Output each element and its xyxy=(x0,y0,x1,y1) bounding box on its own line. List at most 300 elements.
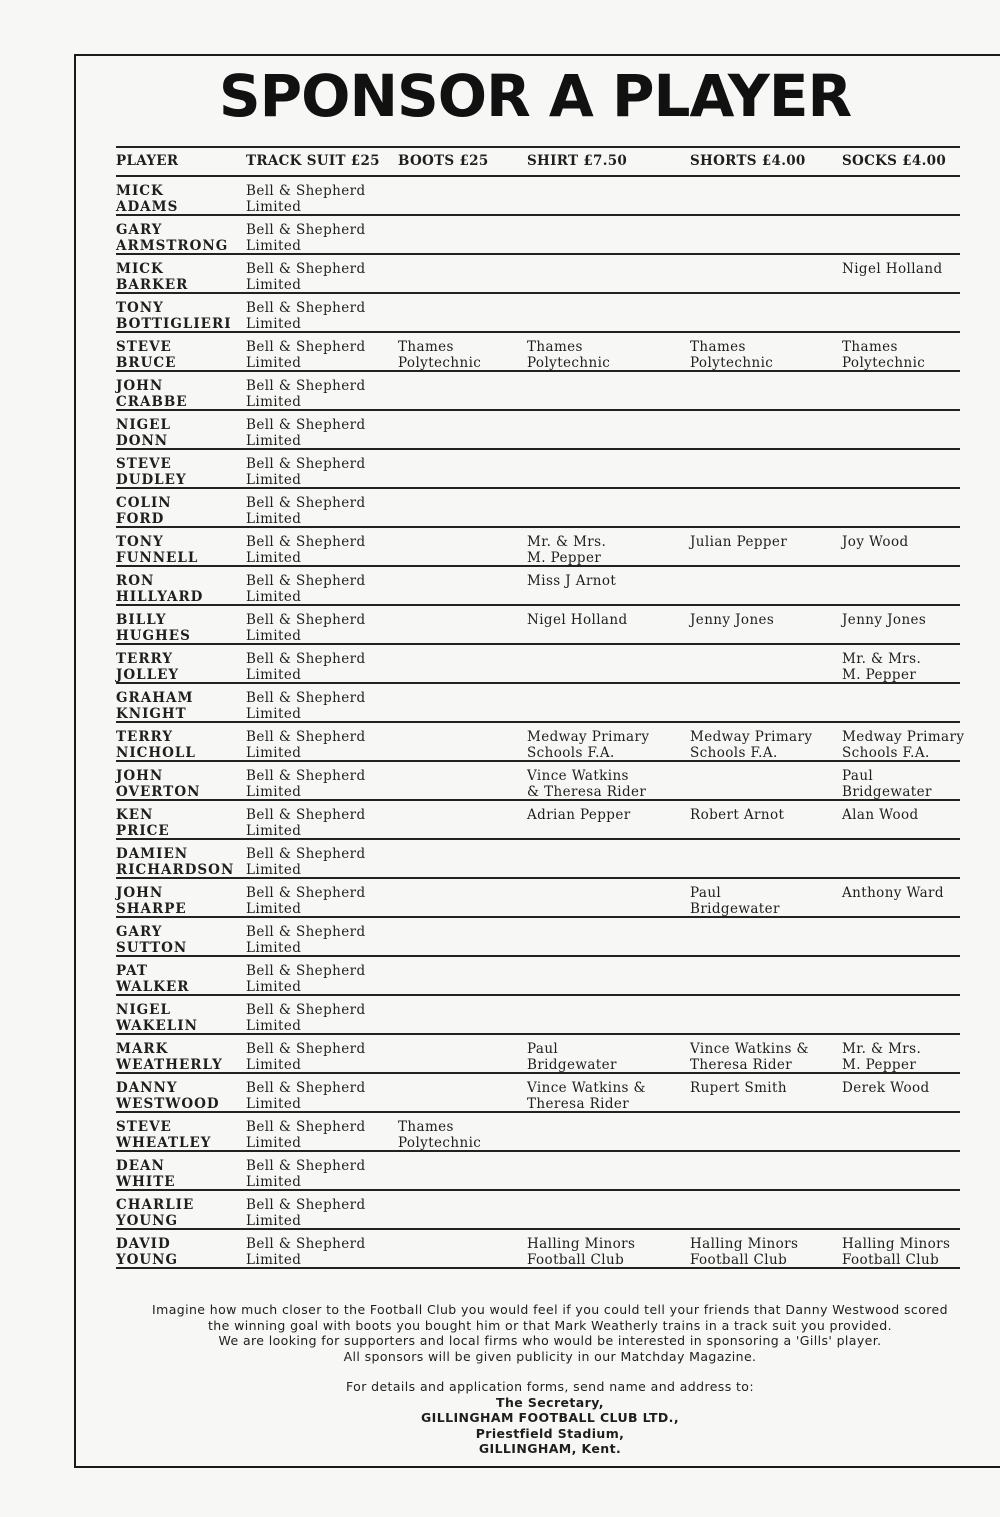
sponsor-table xyxy=(116,146,965,1269)
player-name-line: RICHARDSON xyxy=(116,861,235,878)
player-name-line: DUDLEY xyxy=(116,471,187,488)
track-suit-sponsor-line: Bell & Shepherd xyxy=(246,222,366,238)
header-socks: SOCKS £4.00 xyxy=(842,153,947,169)
shorts-sponsor xyxy=(690,730,812,761)
player-name xyxy=(116,1237,178,1268)
shorts-sponsor-line: Polytechnic xyxy=(690,354,774,371)
player-name xyxy=(116,301,232,332)
socks-sponsor xyxy=(842,340,925,371)
player-name-line: CRABBE xyxy=(116,393,188,410)
player-name-line: BRUCE xyxy=(116,354,177,371)
table-row xyxy=(116,723,965,762)
shirt-sponsor xyxy=(527,808,631,824)
track-suit-sponsor-line: Bell & Shepherd xyxy=(246,729,366,745)
player-name-line: JOHN xyxy=(116,378,164,394)
track-suit-sponsor xyxy=(246,1198,366,1229)
socks-sponsor xyxy=(842,613,926,629)
track-suit-sponsor-line: Limited xyxy=(246,861,302,878)
socks-sponsor xyxy=(842,652,921,683)
shirt-sponsor-line: & Theresa Rider xyxy=(527,783,647,800)
player-name-line: WESTWOOD xyxy=(116,1095,220,1112)
boots-sponsor xyxy=(398,1120,481,1151)
track-suit-sponsor-line: Limited xyxy=(246,900,302,917)
socks-sponsor-line: Anthony Ward xyxy=(842,885,944,901)
shorts-sponsor-line: Theresa Rider xyxy=(690,1056,793,1073)
table-row xyxy=(116,294,960,333)
page-title: SPONSOR A PLAYER xyxy=(218,62,852,130)
track-suit-sponsor-line: Limited xyxy=(246,198,302,215)
table-row xyxy=(116,177,960,216)
socks-sponsor-line: M. Pepper xyxy=(842,666,917,683)
shorts-sponsor-line: Thames xyxy=(690,339,746,355)
player-name xyxy=(116,223,228,254)
track-suit-sponsor-line: Bell & Shepherd xyxy=(246,1197,366,1213)
player-name-line: STEVE xyxy=(116,339,172,355)
player-name xyxy=(116,1003,198,1034)
track-suit-sponsor-line: Bell & Shepherd xyxy=(246,183,366,199)
track-suit-sponsor-line: Bell & Shepherd xyxy=(246,339,366,355)
shorts-sponsor-line: Schools F.A. xyxy=(690,744,778,761)
track-suit-sponsor-line: Bell & Shepherd xyxy=(246,573,366,589)
track-suit-sponsor-line: Limited xyxy=(246,1251,302,1268)
socks-sponsor xyxy=(842,1237,950,1268)
shirt-sponsor-line: Miss J Arnot xyxy=(527,573,617,589)
track-suit-sponsor xyxy=(246,457,366,488)
socks-sponsor-line: Bridgewater xyxy=(842,783,932,800)
table-body xyxy=(116,177,965,1269)
track-suit-sponsor-line: Bell & Shepherd xyxy=(246,417,366,433)
track-suit-sponsor-line: Bell & Shepherd xyxy=(246,963,366,979)
track-suit-sponsor-line: Limited xyxy=(246,237,302,254)
socks-sponsor-line: Thames xyxy=(842,339,898,355)
track-suit-sponsor-line: Bell & Shepherd xyxy=(246,1119,366,1135)
track-suit-sponsor xyxy=(246,262,366,293)
track-suit-sponsor-line: Limited xyxy=(246,939,302,956)
shirt-sponsor-line: Halling Minors xyxy=(527,1236,636,1252)
track-suit-sponsor-line: Limited xyxy=(246,315,302,332)
track-suit-sponsor-line: Limited xyxy=(246,783,302,800)
table-row xyxy=(116,1152,960,1191)
player-name xyxy=(116,1120,211,1151)
track-suit-sponsor xyxy=(246,379,366,410)
player-name xyxy=(116,496,172,527)
shirt-sponsor xyxy=(527,1237,635,1268)
track-suit-sponsor-line: Limited xyxy=(246,1056,302,1073)
player-name xyxy=(116,613,191,644)
track-suit-sponsor xyxy=(246,418,366,449)
track-suit-sponsor xyxy=(246,496,366,527)
table-row xyxy=(116,1074,960,1113)
shorts-sponsor xyxy=(690,1042,809,1073)
player-name-line: SUTTON xyxy=(116,939,188,956)
table-row xyxy=(116,918,960,957)
boots-sponsor-line: Thames xyxy=(398,339,454,355)
player-name-line: TONY xyxy=(116,534,164,550)
player-name xyxy=(116,847,234,878)
player-name xyxy=(116,535,198,566)
shorts-sponsor-line: Paul xyxy=(690,885,722,901)
shorts-sponsor xyxy=(690,886,780,917)
player-name-line: YOUNG xyxy=(116,1251,179,1268)
player-name-line: STEVE xyxy=(116,456,172,472)
player-name-line: BARKER xyxy=(116,276,189,293)
shorts-sponsor-line: Medway Primary xyxy=(690,729,813,745)
player-name-line: WHITE xyxy=(116,1173,176,1190)
track-suit-sponsor-line: Bell & Shepherd xyxy=(246,1002,366,1018)
socks-sponsor-line: Paul xyxy=(842,768,874,784)
track-suit-sponsor-line: Limited xyxy=(246,978,302,995)
footer-text-line: the winning goal with boots you bought him or that Mark Weatherly trains in a track suit you provided. xyxy=(208,1317,892,1333)
shorts-sponsor-line: Vince Watkins & xyxy=(690,1041,809,1057)
track-suit-sponsor-line: Limited xyxy=(246,1017,302,1034)
socks-sponsor xyxy=(842,886,944,902)
track-suit-sponsor xyxy=(246,613,366,644)
socks-sponsor-line: Polytechnic xyxy=(842,354,926,371)
track-suit-sponsor xyxy=(246,1120,366,1151)
socks-sponsor-line: Halling Minors xyxy=(842,1236,951,1252)
address-line: Priestfield Stadium, xyxy=(475,1425,625,1441)
track-suit-sponsor xyxy=(246,1159,366,1190)
player-name xyxy=(116,964,190,995)
player-name-line: ADAMS xyxy=(116,198,179,215)
player-name xyxy=(116,1159,176,1190)
track-suit-sponsor-line: Limited xyxy=(246,1173,302,1190)
boots-sponsor-line: Polytechnic xyxy=(398,1134,482,1151)
shorts-sponsor xyxy=(690,808,784,824)
player-name-line: COLIN xyxy=(116,495,172,511)
table-row xyxy=(116,645,960,684)
track-suit-sponsor-line: Limited xyxy=(246,471,302,488)
table-row xyxy=(116,528,960,567)
player-name-line: NICHOLL xyxy=(116,744,196,761)
track-suit-sponsor-line: Bell & Shepherd xyxy=(246,300,366,316)
shirt-sponsor-line: Nigel Holland xyxy=(527,612,628,628)
boots-sponsor-line: Polytechnic xyxy=(398,354,482,371)
track-suit-sponsor-line: Bell & Shepherd xyxy=(246,885,366,901)
table-row xyxy=(116,1191,960,1230)
player-name-line: OVERTON xyxy=(116,783,201,800)
track-suit-sponsor-line: Bell & Shepherd xyxy=(246,1236,366,1252)
player-name xyxy=(116,886,187,917)
track-suit-sponsor xyxy=(246,847,366,878)
player-name-line: DONN xyxy=(116,432,169,449)
player-name xyxy=(116,262,188,293)
table-row xyxy=(116,333,960,372)
player-name xyxy=(116,1198,194,1229)
track-suit-sponsor-line: Limited xyxy=(246,705,302,722)
header-boots: BOOTS £25 xyxy=(398,153,489,169)
footer-text-line: All sponsors will be given publicity in our Matchday Magazine. xyxy=(343,1348,757,1364)
player-name xyxy=(116,418,171,449)
socks-sponsor-line: Derek Wood xyxy=(842,1080,930,1096)
socks-sponsor xyxy=(842,262,943,278)
socks-sponsor xyxy=(842,808,919,824)
player-name-line: BOTTIGLIERI xyxy=(116,315,232,332)
socks-sponsor xyxy=(842,535,909,551)
socks-sponsor xyxy=(842,769,932,800)
player-name-line: YOUNG xyxy=(116,1212,179,1229)
shirt-sponsor-line: Mr. & Mrs. xyxy=(527,534,607,550)
player-name-line: ARMSTRONG xyxy=(116,237,229,254)
player-name-line: WEATHERLY xyxy=(116,1056,223,1073)
track-suit-sponsor-line: Bell & Shepherd xyxy=(246,1041,366,1057)
player-name xyxy=(116,925,187,956)
shirt-sponsor-line: Theresa Rider xyxy=(527,1095,630,1112)
table-row xyxy=(116,1113,960,1152)
shorts-sponsor-line: Julian Pepper xyxy=(690,534,788,550)
shirt-sponsor-line: Polytechnic xyxy=(527,354,611,371)
track-suit-sponsor-line: Bell & Shepherd xyxy=(246,846,366,862)
player-name xyxy=(116,340,176,371)
track-suit-sponsor xyxy=(246,535,366,566)
player-name-line: GRAHAM xyxy=(116,690,194,706)
player-name-line: FUNNELL xyxy=(116,549,199,566)
track-suit-sponsor xyxy=(246,340,366,371)
player-name xyxy=(116,184,178,215)
socks-sponsor xyxy=(842,1042,921,1073)
address-line: GILLINGHAM, Kent. xyxy=(478,1441,622,1456)
player-name-line: PAT xyxy=(116,963,148,979)
track-suit-sponsor-line: Limited xyxy=(246,588,302,605)
track-suit-sponsor-line: Bell & Shepherd xyxy=(246,495,366,511)
player-name xyxy=(116,574,203,605)
track-suit-sponsor-line: Limited xyxy=(246,432,302,449)
socks-sponsor-line: Joy Wood xyxy=(842,534,909,550)
shirt-sponsor xyxy=(527,613,628,629)
socks-sponsor-line: Football Club xyxy=(842,1251,940,1268)
table-row xyxy=(116,1230,960,1269)
track-suit-sponsor xyxy=(246,301,366,332)
player-name-line: JOLLEY xyxy=(116,666,180,683)
shirt-sponsor-line: Bridgewater xyxy=(527,1056,617,1073)
player-name-line: TERRY xyxy=(116,651,173,667)
track-suit-sponsor-line: Limited xyxy=(246,393,302,410)
player-name-line: NIGEL xyxy=(116,1002,171,1018)
shirt-sponsor xyxy=(527,574,616,590)
socks-sponsor-line: Medway Primary xyxy=(842,729,965,745)
player-name-line: JOHN xyxy=(116,885,164,901)
track-suit-sponsor xyxy=(246,652,366,683)
player-name-line: NIGEL xyxy=(116,417,171,433)
shorts-sponsor-line: Halling Minors xyxy=(690,1236,799,1252)
track-suit-sponsor xyxy=(246,223,366,254)
track-suit-sponsor-line: Limited xyxy=(246,744,302,761)
player-name-line: HUGHES xyxy=(116,627,191,644)
table-row xyxy=(116,372,960,411)
player-name-line: DEAN xyxy=(116,1158,165,1174)
player-name-line: HILLYARD xyxy=(116,588,204,605)
shorts-sponsor xyxy=(690,535,787,551)
track-suit-sponsor-line: Limited xyxy=(246,822,302,839)
player-name xyxy=(116,808,170,839)
track-suit-sponsor-line: Limited xyxy=(246,510,302,527)
track-suit-sponsor-line: Limited xyxy=(246,1134,302,1151)
track-suit-sponsor-line: Limited xyxy=(246,354,302,371)
track-suit-sponsor xyxy=(246,964,366,995)
player-name xyxy=(116,1081,220,1112)
footer-text-line: We are looking for supporters and local firms who would be interested in sponsoring a 'Gills' player. xyxy=(218,1333,882,1348)
boots-sponsor-line: Thames xyxy=(398,1119,454,1135)
shirt-sponsor xyxy=(527,340,610,371)
socks-sponsor-line: Mr. & Mrs. xyxy=(842,651,922,667)
track-suit-sponsor-line: Bell & Shepherd xyxy=(246,612,366,628)
player-name-line: TERRY xyxy=(116,729,173,745)
shirt-sponsor xyxy=(527,1042,617,1073)
player-name-line: MICK xyxy=(116,183,164,199)
player-name-line: GARY xyxy=(116,222,163,238)
shirt-sponsor-line: M. Pepper xyxy=(527,549,602,566)
track-suit-sponsor xyxy=(246,730,366,761)
player-name-line: SHARPE xyxy=(116,900,187,917)
track-suit-sponsor xyxy=(246,691,366,722)
table-row xyxy=(116,996,960,1035)
header-shirt: SHIRT £7.50 xyxy=(527,153,628,169)
shirt-sponsor xyxy=(527,535,606,566)
header-track-suit: TRACK SUIT £25 xyxy=(246,153,380,169)
table-row xyxy=(116,879,960,918)
table-header xyxy=(116,146,960,177)
table-row xyxy=(116,450,960,489)
track-suit-sponsor-line: Bell & Shepherd xyxy=(246,807,366,823)
header-shorts: SHORTS £4.00 xyxy=(690,153,806,169)
track-suit-sponsor-line: Limited xyxy=(246,666,302,683)
table-row xyxy=(116,801,960,840)
player-name xyxy=(116,652,179,683)
shirt-sponsor-line: Medway Primary xyxy=(527,729,650,745)
track-suit-sponsor-line: Bell & Shepherd xyxy=(246,1158,366,1174)
footer xyxy=(100,1302,1000,1457)
track-suit-sponsor-line: Bell & Shepherd xyxy=(246,768,366,784)
track-suit-sponsor-line: Bell & Shepherd xyxy=(246,651,366,667)
track-suit-sponsor-line: Bell & Shepherd xyxy=(246,1080,366,1096)
table-row xyxy=(116,957,960,996)
address-line: The Secretary, xyxy=(496,1394,604,1410)
table-row xyxy=(116,255,960,294)
shirt-sponsor xyxy=(527,730,649,761)
track-suit-sponsor xyxy=(246,808,366,839)
shorts-sponsor-line: Rupert Smith xyxy=(690,1080,787,1096)
player-name-line: WAKELIN xyxy=(116,1017,198,1034)
player-name xyxy=(116,730,196,761)
track-suit-sponsor-line: Limited xyxy=(246,276,302,293)
shorts-sponsor-line: Robert Arnot xyxy=(690,807,785,823)
track-suit-sponsor xyxy=(246,184,366,215)
track-suit-sponsor-line: Bell & Shepherd xyxy=(246,456,366,472)
shirt-sponsor-line: Thames xyxy=(527,339,583,355)
player-name-line: DANNY xyxy=(116,1080,178,1096)
player-name-line: JOHN xyxy=(116,768,164,784)
player-name-line: MICK xyxy=(116,261,164,277)
player-name xyxy=(116,691,193,722)
shirt-sponsor-line: Paul xyxy=(527,1041,559,1057)
socks-sponsor xyxy=(842,1081,930,1097)
track-suit-sponsor-line: Bell & Shepherd xyxy=(246,534,366,550)
table-row xyxy=(116,606,960,645)
player-name-line: KEN xyxy=(116,807,154,823)
player-name-line: DAVID xyxy=(116,1236,171,1252)
address-line: GILLINGHAM FOOTBALL CLUB LTD., xyxy=(421,1410,679,1425)
socks-sponsor-line: Alan Wood xyxy=(842,807,919,823)
track-suit-sponsor xyxy=(246,769,366,800)
table-row xyxy=(116,684,960,723)
shorts-sponsor xyxy=(690,1237,798,1268)
socks-sponsor-line: M. Pepper xyxy=(842,1056,917,1073)
player-name-line: KNIGHT xyxy=(116,705,187,722)
player-name-line: BILLY xyxy=(116,612,167,628)
player-name-line: DAMIEN xyxy=(116,846,189,862)
shorts-sponsor xyxy=(690,340,773,371)
track-suit-sponsor-line: Limited xyxy=(246,627,302,644)
shirt-sponsor xyxy=(527,769,646,800)
table-row xyxy=(116,840,960,879)
track-suit-sponsor-line: Bell & Shepherd xyxy=(246,924,366,940)
player-name-line: CHARLIE xyxy=(116,1197,195,1213)
shorts-sponsor xyxy=(690,1081,787,1097)
shirt-sponsor-line: Schools F.A. xyxy=(527,744,615,761)
shirt-sponsor-line: Football Club xyxy=(527,1251,625,1268)
shirt-sponsor xyxy=(527,1081,646,1112)
table-row xyxy=(116,216,960,255)
track-suit-sponsor-line: Bell & Shepherd xyxy=(246,690,366,706)
shorts-sponsor-line: Bridgewater xyxy=(690,900,780,917)
player-name-line: TONY xyxy=(116,300,164,316)
shirt-sponsor-line: Vince Watkins xyxy=(527,768,629,784)
socks-sponsor-line: Jenny Jones xyxy=(842,612,927,628)
player-name-line: MARK xyxy=(116,1041,169,1057)
track-suit-sponsor-line: Bell & Shepherd xyxy=(246,378,366,394)
track-suit-sponsor xyxy=(246,1081,366,1112)
player-name-line: WALKER xyxy=(116,978,190,995)
table-row xyxy=(116,567,960,606)
track-suit-sponsor xyxy=(246,886,366,917)
track-suit-sponsor-line: Limited xyxy=(246,1095,302,1112)
footer-text-line: Imagine how much closer to the Football Club you would feel if you could tell your friends that Danny Westwood scored xyxy=(152,1302,948,1317)
shirt-sponsor-line: Vince Watkins & xyxy=(527,1080,646,1096)
player-name xyxy=(116,379,188,410)
track-suit-sponsor xyxy=(246,925,366,956)
track-suit-sponsor-line: Bell & Shepherd xyxy=(246,261,366,277)
player-name-line: GARY xyxy=(116,924,163,940)
details-line: For details and application forms, send name and address to: xyxy=(346,1379,754,1394)
track-suit-sponsor xyxy=(246,574,366,605)
table-row xyxy=(116,1035,960,1074)
socks-sponsor-line: Mr. & Mrs. xyxy=(842,1041,922,1057)
track-suit-sponsor-line: Limited xyxy=(246,549,302,566)
track-suit-sponsor-line: Limited xyxy=(246,1212,302,1229)
player-name xyxy=(116,457,187,488)
player-name-line: FORD xyxy=(116,510,165,527)
header-player: PLAYER xyxy=(116,153,179,169)
table-row xyxy=(116,489,960,528)
socks-sponsor xyxy=(842,730,964,761)
track-suit-sponsor xyxy=(246,1237,366,1268)
player-name xyxy=(116,1042,223,1073)
player-name xyxy=(116,769,200,800)
shorts-sponsor-line: Jenny Jones xyxy=(690,612,775,628)
track-suit-sponsor xyxy=(246,1042,366,1073)
shirt-sponsor-line: Adrian Pepper xyxy=(527,807,631,823)
player-name-line: RON xyxy=(116,573,155,589)
table-row xyxy=(116,762,960,801)
boots-sponsor xyxy=(398,340,481,371)
socks-sponsor-line: Schools F.A. xyxy=(842,744,930,761)
player-name-line: PRICE xyxy=(116,822,170,839)
shorts-sponsor-line: Football Club xyxy=(690,1251,788,1268)
track-suit-sponsor xyxy=(246,1003,366,1034)
player-name-line: STEVE xyxy=(116,1119,172,1135)
shorts-sponsor xyxy=(690,613,774,629)
table-row xyxy=(116,411,960,450)
